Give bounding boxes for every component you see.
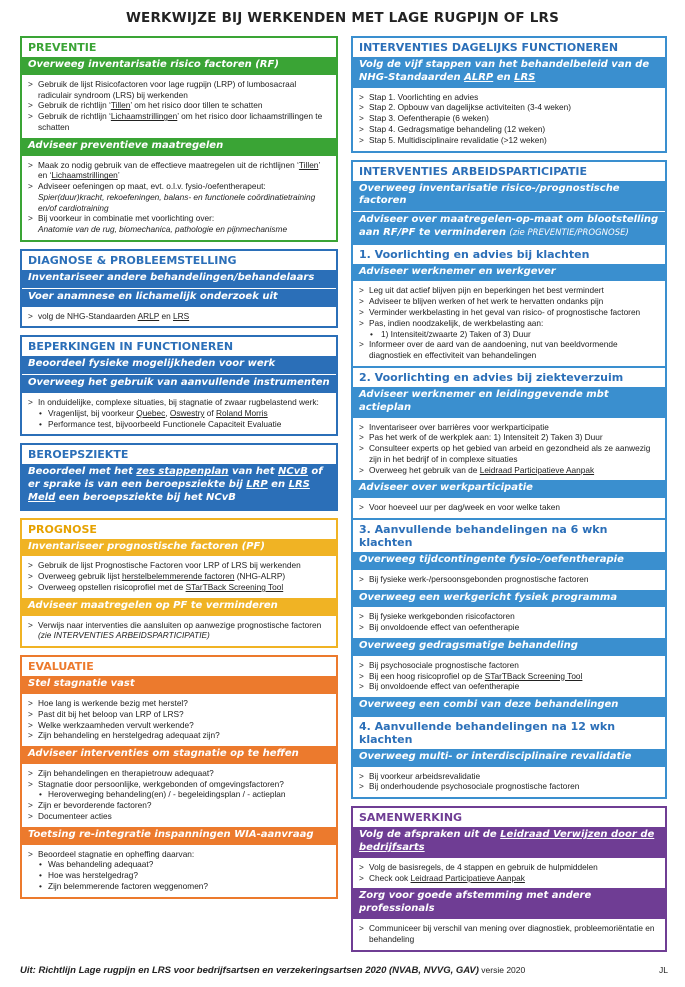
lichaamstrillingen-link[interactable]: Lichaamstrillingen [110, 111, 178, 122]
leidraad-participatieve-aanpak-link[interactable]: Leidraad Participatieve Aanpak [479, 464, 595, 475]
tillen-link[interactable]: Tillen [298, 159, 319, 170]
beperkingen-bar-1: Beoordeel fysieke mogelijkheden voor werk [22, 356, 336, 374]
list-item: > Bij psychosociale prognostische factoren [359, 660, 659, 671]
samenwerking-box [351, 806, 667, 951]
list-item [28, 620, 330, 642]
list-item: > Informeer over de aard van de aandoening, nut van beeldvormende diagnostiek en effectiviteit van behandelingen [359, 339, 659, 361]
item-text: Overweeg het gebruik van de [369, 464, 480, 475]
dagelijks-list [353, 88, 665, 151]
list-item: > Stap 2. Opbouw van dagelijkse activiteiten (3-4 weken) [359, 102, 659, 113]
arbeid-step-1-heading: 1. Voorlichting en advies bij klachten [353, 243, 665, 264]
list-item [359, 671, 659, 682]
list-item: > Communiceer bij verschil van mening over diagnostiek, probleemoriëntatie en behandeling [359, 923, 659, 945]
list-subitem [28, 408, 330, 419]
bar-text: Volg de vijf stappen van het behandelbeleid van de NHG-Standaarden [359, 59, 650, 83]
list-item: > Voor hoeveel uur per dag/week en voor welke taken [359, 502, 659, 513]
page-title: WERKWIJZE BIJ WERKENDEN MET LAGE RUGPIJN OF LRS [125, 10, 560, 26]
prognose-bar-2: Adviseer maatregelen op PF te verminderen [22, 598, 336, 616]
beroepsziekte-bar [22, 464, 336, 508]
list-item: > Bij fysieke werkgebonden risicofactoren [359, 611, 659, 622]
lrp-link[interactable]: LRP [246, 479, 268, 491]
item-text: Vragenlijst, bij voorkeur [48, 407, 137, 418]
list-item [28, 100, 330, 111]
list-item [359, 873, 659, 884]
diagnose-heading: DIAGNOSE & PROBLEEMSTELLING [22, 251, 336, 270]
beperkingen-bar-2: Overweeg het gebruik van aanvullende instrumenten [22, 374, 336, 393]
prognose-list-1 [22, 556, 336, 597]
arbeid-step-4-list [353, 767, 665, 798]
list-item [28, 213, 330, 235]
item-text: ’ om het risico door tillen te schatten [130, 100, 263, 111]
list-item: > Zijn behandelingen en therapietrouw adequaat? [28, 768, 330, 779]
item-text: In onduidelijke, complexe situaties, bij stagnatie of zwaar rugbelastend werk: [38, 396, 319, 407]
startback-link[interactable]: STarTBack Screening Tool [484, 670, 583, 681]
list-item: > Stap 1. Voorlichting en advies [359, 92, 659, 103]
arbeid-bar-1: Overweeg inventarisatie risico-/prognostische factoren [353, 181, 665, 212]
list-item: > Hoe lang is werkende bezig met herstel? [28, 698, 330, 709]
item-text: (NHG-ALRP) [234, 571, 286, 582]
startback-link[interactable]: STarTBack Screening Tool [185, 582, 284, 593]
arbeid-bar-2 [353, 211, 665, 243]
diagnose-bar-1: Inventariseer andere behandelingen/behandelaars [22, 270, 336, 288]
list-item: > Stap 4. Gedragsmatige behandeling (12 weken) [359, 124, 659, 135]
list-subitem: • Was behandeling adequaat? [28, 859, 330, 870]
herstelbelemmerende-factoren-link[interactable]: herstelbelemmerende factoren [121, 571, 235, 582]
arbeid-box [351, 160, 667, 800]
evaluatie-bar-3: Toetsing re-integratie inspanningen WIA-aanvraag [22, 827, 336, 845]
diagnose-box [20, 249, 338, 328]
list-item [28, 79, 330, 101]
meld-link[interactable]: Meld [28, 491, 56, 503]
preventie-bar-2: Adviseer preventieve maatregelen [22, 138, 336, 156]
oswestry-link[interactable]: Oswestry [169, 407, 205, 418]
samenwerking-bar-1 [353, 827, 665, 858]
list-item [28, 397, 330, 408]
list-item: > Stap 3. Oefentherapie (6 weken) [359, 113, 659, 124]
arbeid-step-3-bar-3: Overweeg gedragsmatige behandeling [353, 638, 665, 656]
samenwerking-list-1 [353, 858, 665, 889]
list-item [28, 160, 330, 182]
bar-small: (zie PREVENTIE/PROGNOSE) [509, 227, 629, 238]
list-item: > Bij onvoldoende effect van oefentherapie [359, 622, 659, 633]
arbeid-step-3-list-2 [353, 607, 665, 638]
item-text: Gebruik de richtlijn ‘ [38, 100, 111, 111]
lrs-link[interactable]: LRS [288, 479, 310, 491]
item-italic: (zie INTERVENTIES ARBEIDSPARTICIPATIE) [38, 630, 210, 641]
arbeid-step-2-bar: Adviseer werknemer en leidinggevende mbt actieplan [353, 387, 665, 418]
lichaamstrillingen-link[interactable]: Lichaamstrillingen [51, 170, 118, 181]
dagelijks-bar [353, 57, 665, 88]
item-text: Adviseer oefeningen op maat, evt. o.l.v. fysio-/oefentherapeut: [38, 181, 266, 192]
arlp-link[interactable]: ARLP [137, 310, 160, 321]
list-item: > Zijn er bevorderende factoren? [28, 800, 330, 811]
right-column [351, 36, 667, 959]
left-column [20, 36, 338, 906]
item-text: of [204, 407, 217, 418]
evaluatie-list-3 [22, 845, 336, 897]
evaluatie-heading: EVALUATIE [22, 657, 336, 676]
arbeid-step-2-list-2 [353, 498, 665, 518]
item-text: ’ en ‘ [38, 159, 320, 181]
list-item [28, 582, 330, 593]
list-subitem: • Zijn belemmerende factoren weggenomen? [28, 881, 330, 892]
evaluatie-bar-2: Adviseer interventies om stagnatie op te heffen [22, 746, 336, 764]
arbeid-step-3-bar-1: Overweeg tijdcontingente fysio-/oefentherapie [353, 552, 665, 570]
list-item [28, 571, 330, 582]
list-item: > Bij voorkeur arbeidsrevalidatie [359, 771, 659, 782]
preventie-list-2 [22, 156, 336, 240]
list-item: > Past dit bij het beloop van LRP of LRS? [28, 709, 330, 720]
diagnose-list [22, 307, 336, 327]
alrp-link[interactable]: ALRP [464, 71, 494, 83]
list-item [28, 311, 330, 322]
item-text: Overweeg opstellen risicoprofiel met de [38, 582, 186, 593]
list-item: > Pas het werk of de werkplek aan: 1) Intensiteit 2) Taken 3) Duur [359, 432, 659, 443]
bar-text: van het [228, 466, 279, 478]
preventie-list-1 [22, 75, 336, 138]
roland-morris-link[interactable]: Roland Morris [216, 407, 268, 418]
list-item [28, 111, 330, 133]
bar-text: Beoordeel met het [28, 466, 137, 478]
ncvb-link[interactable]: NCvB [278, 466, 308, 478]
samenwerking-list-2 [353, 919, 665, 950]
samenwerking-bar-2: Zorg voor goede afstemming met andere professionals [353, 888, 665, 919]
bar-text: een beroepsziekte bij het NCvB [55, 491, 236, 503]
list-item: > Documenteer acties [28, 811, 330, 822]
arbeid-step-1-bar: Adviseer werknemer en werkgever [353, 264, 665, 282]
evaluatie-box [20, 655, 338, 899]
beroepsziekte-box [20, 443, 338, 510]
item-text: Gebruik de lijst Prognostische Factoren voor LRP of LRS bij werkenden [38, 560, 301, 571]
item-text: Overweeg gebruik lijst [38, 571, 122, 582]
bar-text: Volg de afspraken uit de [359, 829, 501, 841]
list-item: > Zijn behandeling en herstelgedrag adequaat zijn? [28, 730, 330, 741]
evaluatie-bar-1: Stel stagnatie vast [22, 676, 336, 694]
item-text: ’ [117, 170, 120, 181]
list-item: > Consulteer experts op het gebied van arbeid en gezondheid als ze aanwezig zijn in het bedrijf of in complexe situaties [359, 443, 659, 465]
list-item: > Bij onderhoudende psychosociale prognostische factoren [359, 781, 659, 792]
zes-stappenplan-link[interactable]: zes stappenplan [136, 466, 229, 478]
item-text: volg de NHG-Standaarden [38, 310, 138, 321]
arbeid-heading: INTERVENTIES ARBEIDSPARTICIPATIE [359, 164, 588, 178]
arbeid-step-2-heading: 2. Voorlichting en advies bij ziekteverzuim [353, 366, 665, 387]
list-item [359, 465, 659, 476]
beperkingen-box [20, 335, 338, 436]
list-item: > Volg de basisregels, de 4 stappen en gebruik de hulpmiddelen [359, 862, 659, 873]
samenwerking-heading: SAMENWERKING [353, 808, 665, 827]
item-text: Gebruik de richtlijn ‘ [38, 111, 111, 122]
item-text: Verwijs naar interventies die aansluiten op aanwezige prognostische factoren [38, 619, 322, 630]
arbeid-step-2-bar-2: Adviseer over werkparticipatie [353, 480, 665, 498]
bar-text: Adviseer over maatregelen-op-maat om blootstelling aan RF/PF te verminderen [359, 214, 659, 238]
list-item [28, 181, 330, 213]
item-text: Bij een hoog risicoprofiel op de [369, 670, 485, 681]
list-subitem [28, 419, 330, 430]
beperkingen-list [22, 393, 336, 434]
prognose-list-2 [22, 616, 336, 647]
item-text: Maak zo nodig gebruik van de effectieve maatregelen uit de richtlijnen ‘ [38, 159, 299, 170]
bar-text: of er sprake is van een beroepsziekte bij [28, 466, 323, 491]
item-text: en [159, 310, 173, 321]
tillen-link[interactable]: Tillen [110, 100, 131, 111]
list-item: > Stagnatie door persoonlijke, werkgebonden of omgevingsfactoren? [28, 779, 330, 790]
lrs-link[interactable]: LRS [173, 310, 190, 321]
footer [20, 965, 668, 976]
list-subitem: • Hoe was herstelgedrag? [28, 870, 330, 881]
beroepsziekte-heading: BEROEPSZIEKTE [22, 445, 336, 464]
list-item: > Bij onvoldoende effect van oefentherapie [359, 681, 659, 692]
footer-initials: JL [659, 965, 668, 975]
evaluatie-list-1 [22, 694, 336, 746]
quebec-link[interactable]: Quebec [136, 407, 166, 418]
list-item: > Bij fysieke werk-/persoonsgebonden prognostische factoren [359, 574, 659, 585]
list-subitem: • Heroverweging behandeling(en) / - begeleidingsplan / - actieplan [28, 789, 330, 800]
arbeid-step-3-heading: 3. Aanvullende behandelingen na 6 wkn klachten [353, 518, 665, 552]
arbeid-step-1-list [353, 281, 665, 365]
list-subitem: • 1) Intensiteit/zwaarte 2) Taken of 3) Duur [359, 329, 659, 340]
bar-text: en [493, 71, 515, 83]
item-text: , [165, 407, 170, 418]
list-item: > Leg uit dat actief blijven pijn en beperkingen het best vermindert [359, 285, 659, 296]
item-italic: Anatomie van de rug, biomechanica, pathologie en pijnmechanisme [38, 224, 288, 235]
list-item: > Adviseer te blijven werken of het werk te hervatten ondanks pijn [359, 296, 659, 307]
item-text: Gebruik de lijst Risicofactoren voor lage rugpijn (LRP) of lumbosacraal radiculair syndroom (LRS) bij werkenden [38, 78, 297, 100]
lrs-link[interactable]: LRS [514, 71, 536, 83]
evaluatie-list-2 [22, 764, 336, 827]
item-text: Bij voorkeur in combinatie met voorlichting over: [38, 213, 215, 224]
item-text: ’ om het risico door lichaamstrillingen te schatten [38, 111, 323, 132]
arbeid-step-3-list-1 [353, 570, 665, 590]
prognose-bar-1: Inventariseer prognostische factoren (PF) [22, 539, 336, 557]
leidraad-participatieve-aanpak-link[interactable]: Leidraad Participatieve Aanpak [410, 872, 525, 883]
arbeid-step-3-list-3 [353, 656, 665, 697]
preventie-heading: PREVENTIE [22, 38, 336, 57]
diagnose-bar-2: Voer anamnese en lichamelijk onderzoek uit [22, 288, 336, 307]
prognose-heading: PROGNOSE [22, 520, 336, 539]
item-text: Check ook [369, 872, 411, 883]
footer-version: versie 2020 [478, 965, 526, 975]
list-item [28, 560, 330, 571]
item-italic: Spier(duur)kracht, rekoefeningen, balans- en functionele coördinatietraining en/of cardiotraining [38, 191, 316, 213]
list-item: > Pas, indien noodzakelijk, de werkbelasting aan: [359, 318, 659, 329]
arbeid-step-3-bar-2: Overweeg een werkgericht fysiek programma [353, 590, 665, 608]
footer-source: Uit: Richtlijn Lage rugpijn en LRS voor bedrijfsartsen en verzekeringsartsen 2020 (NVAB, NVVG, GAV) [20, 965, 479, 976]
dagelijks-box [351, 36, 667, 153]
list-item: > Verminder werkbelasting in het geval van risico- of prognostische factoren [359, 307, 659, 318]
arbeid-step-4-bar: Overweeg multi- or interdisciplinaire revalidatie [353, 749, 665, 767]
prognose-box [20, 518, 338, 649]
bar-text: en [267, 479, 289, 491]
leidraad-verwijzen-link[interactable]: Leidraad Verwijzen door de bedrijfsarts [359, 829, 655, 854]
beperkingen-heading: BEPERKINGEN IN FUNCTIONEREN [22, 337, 336, 356]
item-text: Performance test, bijvoorbeeld Functionele Capaciteit Evaluatie [48, 418, 282, 429]
list-item: > Welke werkzaamheden vervult werkende? [28, 720, 330, 731]
dagelijks-heading: INTERVENTIES DAGELIJKS FUNCTIONEREN [359, 41, 619, 54]
arbeid-step-3-bar-4: Overweeg een combi van deze behandelingen [353, 697, 665, 715]
list-item: > Inventariseer over barrières voor werkparticipatie [359, 422, 659, 433]
list-item: > Stap 5. Multidisciplinaire revalidatie (>12 weken) [359, 135, 659, 146]
arbeid-step-2-list [353, 418, 665, 481]
preventie-bar-1: Overweeg inventarisatie risico factoren (RF) [22, 57, 336, 75]
arbeid-step-4-heading: 4. Aanvullende behandelingen na 12 wkn klachten [353, 715, 665, 749]
list-item: > Beoordeel stagnatie en opheffing daarvan: [28, 849, 330, 860]
preventie-box [20, 36, 338, 242]
